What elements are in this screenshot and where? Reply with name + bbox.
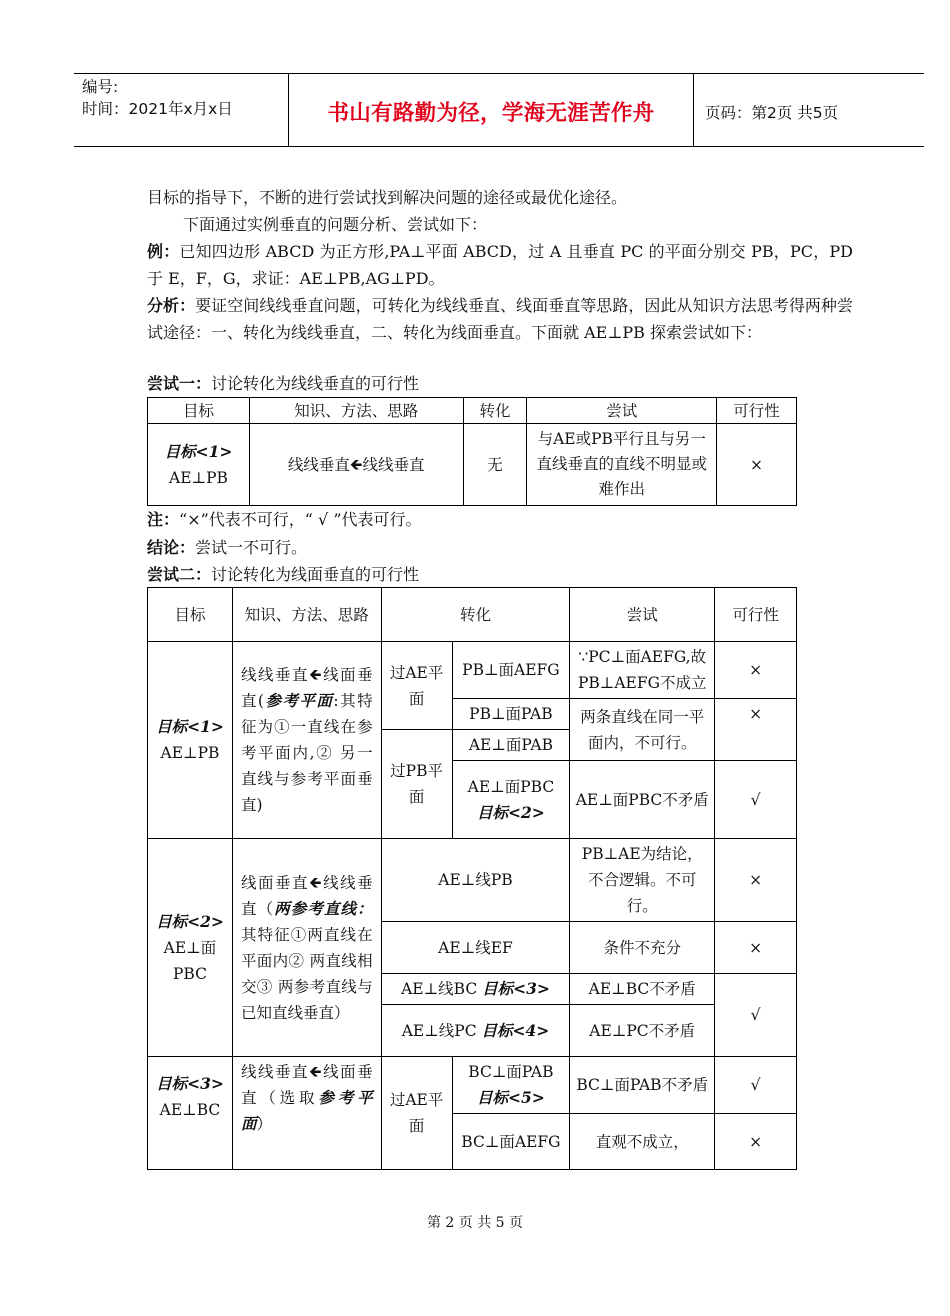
t2-r7-goal: 目标<3>	[482, 979, 550, 998]
t2-r5-try: PB⊥AE为结论，不合逻辑。不可行。	[570, 839, 715, 922]
g3-method-b: ）	[256, 1115, 272, 1133]
analysis-label: 分析：	[147, 296, 196, 315]
header-bottom-rule	[74, 146, 924, 147]
t2-r7-conv: AE⊥线BC	[401, 980, 478, 998]
header-motto: 书山有路勤为径，学海无涯苦作舟	[327, 101, 655, 126]
note-text: “×”代表不可行，“ √ ”代表可行。	[179, 510, 422, 529]
t2-via-ae: 过AE平面	[381, 642, 452, 730]
t2-goal1-tag: 目标<1>	[156, 717, 224, 736]
g3-method-em: 参考平面	[240, 1088, 373, 1133]
t2-header-feasible: 可行性	[715, 588, 797, 642]
note-line	[147, 507, 422, 530]
time-label: 时间：2021年x月x日	[82, 100, 233, 118]
header-page-info: 页码：第2页 共5页	[705, 104, 839, 122]
t2-r6-conv: AE⊥线EF	[381, 922, 570, 974]
t1-transform: 无	[463, 424, 527, 506]
try1-heading	[147, 371, 419, 394]
t1-header-attempt: 尝试	[527, 398, 717, 424]
try2-title: 讨论转化为线面垂直的可行性	[211, 565, 420, 584]
g2-method-a: 线面垂直🡸线线垂直（	[240, 873, 373, 918]
t1-header-goal: 目标	[148, 398, 250, 424]
t1-method: 线线垂直🡸线线垂直	[249, 424, 463, 506]
t2-goal1-method	[232, 642, 381, 839]
g1-method-a: 线线垂直🡸线面垂直(	[240, 666, 373, 710]
example-label: 例：	[147, 242, 180, 261]
g2-method-b: 其特征①两直线在平面内② 两直线相交③ 两参考直线与已知直线垂直）	[240, 925, 373, 1022]
g2-method-em: 两参考直线：	[274, 898, 373, 918]
t2-r5-ok: ×	[715, 839, 797, 922]
analysis-text: 要证空间线线垂直问题，可转化为线线垂直、线面垂直等思路，因此从知识方法思考得两种尝试途径：一、转化为线线垂直，二、转化为线面垂直。下面就 AE⊥PB 探索尝试如下：	[147, 296, 853, 342]
t2-r6-ok: ×	[715, 922, 797, 974]
header-divider-right	[693, 74, 694, 146]
conclusion-label: 结论：	[147, 538, 196, 557]
t2-header-goal: 目标	[148, 588, 233, 642]
t1-header-transform: 转化	[463, 398, 527, 424]
t2-goal1-text: AE⊥PB	[160, 744, 220, 762]
conclusion-text: 尝试一不可行。	[195, 538, 308, 557]
t1-goal-cell	[148, 424, 250, 506]
t2-goal3-tag: 目标<3>	[156, 1074, 224, 1093]
header-divider-left	[288, 74, 289, 146]
t2-via-pb: 过PB平面	[381, 730, 452, 839]
example-text: 已知四边形 ABCD 为正方形,PA⊥平面 ABCD，过 A 且垂直 PC 的平面分别交 PB，PC，PD 于 E，F，G，求证：AE⊥PB,AG⊥PD。	[147, 242, 853, 288]
t2-goal2-method	[232, 839, 381, 1057]
g1-method-em: 参考平面	[263, 691, 334, 710]
table-try1	[147, 397, 797, 506]
t2-r4-ok: √	[715, 761, 797, 839]
t2-goal2-tag: 目标<2>	[156, 911, 224, 931]
t2-goal3-cell	[148, 1057, 233, 1170]
header-left	[82, 76, 233, 120]
t2-goal2-text: AE⊥面PBC	[163, 938, 217, 983]
t2-header-method: 知识、方法、思路	[232, 588, 381, 642]
try2-label: 尝试二：	[147, 565, 212, 584]
table-try2	[147, 587, 797, 1170]
t1-feasible: ×	[717, 424, 797, 506]
t2-r6-try: 条件不充分	[570, 922, 715, 974]
t2-r8-try: AE⊥PC不矛盾	[570, 1005, 715, 1057]
page-footer	[0, 1212, 950, 1232]
t2-goal1-cell	[148, 642, 233, 839]
t2-r2-ok: ×	[715, 699, 797, 761]
t2-goal2-cell	[148, 839, 233, 1057]
t2-r9-goal: 目标<5>	[477, 1088, 545, 1107]
body-text	[147, 184, 853, 346]
t2-r9-ok: √	[715, 1057, 797, 1114]
number-label: 编号:	[82, 78, 119, 96]
t2-goal3-method	[232, 1057, 381, 1170]
t2-r10-try: 直观不成立，	[570, 1114, 715, 1170]
t2-r9-conv: BC⊥面PAB	[468, 1063, 554, 1081]
t2-r8-conv-cell	[381, 1005, 570, 1057]
conclusion-line	[147, 535, 307, 558]
t2-r10-conv: BC⊥面AEFG	[452, 1114, 570, 1170]
t2-r8-conv: AE⊥线PC	[401, 1021, 477, 1040]
t2-goal3-text: AE⊥BC	[159, 1101, 221, 1119]
try1-label: 尝试一：	[147, 374, 212, 393]
t1-goal-tag: 目标<1>	[164, 441, 233, 461]
t1-goal-text: AE⊥PB	[169, 468, 228, 487]
t2-r2-conv: PB⊥面PAB	[452, 699, 570, 730]
t2-r8-goal: 目标<4>	[481, 1020, 550, 1040]
t1-header-feasible: 可行性	[717, 398, 797, 424]
example-paragraph	[147, 238, 853, 292]
paragraph-2: 下面通过实例垂直的问题分析、尝试如下：	[183, 215, 488, 234]
t2-r1-ok: ×	[715, 642, 797, 699]
t2-r9-try: BC⊥面PAB不矛盾	[570, 1057, 715, 1114]
paragraph-1: 目标的指导下，不断的进行尝试找到解决问题的途径或最优化途径。	[147, 188, 628, 207]
t2-r7-try: AE⊥BC不矛盾	[570, 974, 715, 1005]
t2-r7-conv-cell	[381, 974, 570, 1005]
t2-r10-ok: ×	[715, 1114, 797, 1170]
t2-r4-goal: 目标<2>	[477, 802, 545, 822]
g1-method-b: :其特征为①一直线在参考平面内,② 另一直线与参考平面垂直)	[240, 692, 373, 814]
header-top-rule	[74, 73, 924, 74]
t2-r2-try: 两条直线在同一平面内，不可行。	[570, 699, 715, 761]
t2-header-transform: 转化	[381, 588, 570, 642]
t2-r1-try: ∵PC⊥面AEFG,故PB⊥AEFG不成立	[570, 642, 715, 699]
t2-r3-conv: AE⊥面PAB	[452, 730, 570, 761]
t1-attempt: 与AE或PB平行且与另一直线垂直的直线不明显或难作出	[527, 424, 717, 506]
t2-r1-conv: PB⊥面AEFG	[452, 642, 570, 699]
t2-header-attempt: 尝试	[570, 588, 715, 642]
t2-r4-try: AE⊥面PBC不矛盾	[570, 761, 715, 839]
t2-r78-ok: √	[715, 974, 797, 1057]
t2-via-ae2: 过AE平面	[381, 1057, 452, 1170]
t2-r9-conv-cell	[452, 1057, 570, 1114]
t2-r4-conv-cell	[452, 761, 570, 839]
analysis-paragraph	[147, 292, 853, 346]
footer-text: 第 2 页 共 5 页	[426, 1215, 524, 1231]
note-label: 注：	[147, 510, 180, 529]
g3-method-a: 线线垂直🡸线面垂直（选取	[240, 1063, 373, 1107]
try2-heading	[147, 562, 419, 585]
t1-header-method: 知识、方法、思路	[249, 398, 463, 424]
try1-title: 讨论转化为线线垂直的可行性	[211, 374, 420, 393]
t2-r4-conv: AE⊥面PBC	[467, 777, 555, 796]
t2-r5-conv: AE⊥线PB	[381, 839, 570, 922]
